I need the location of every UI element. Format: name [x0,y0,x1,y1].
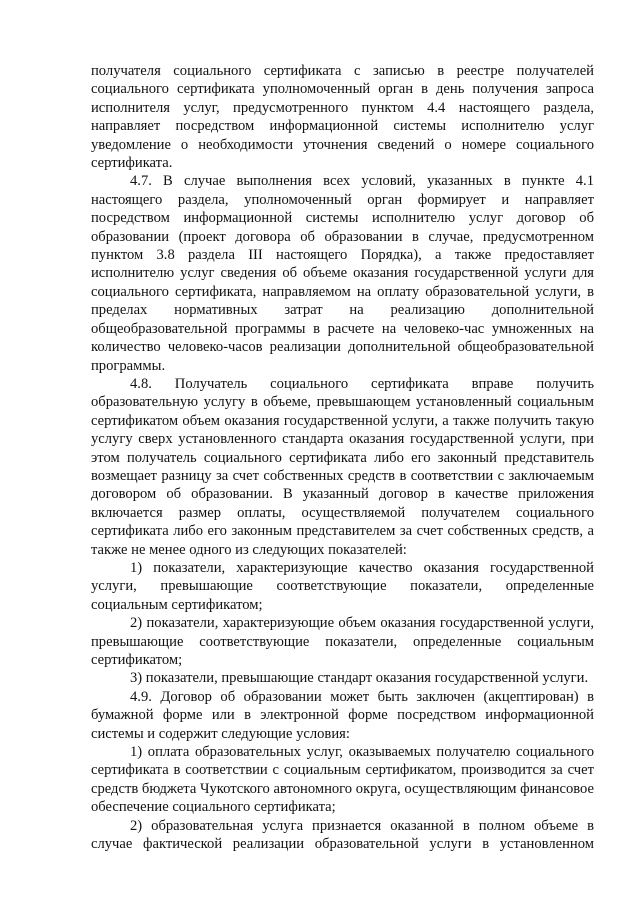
list-item-4-8-3: 3) показатели, превышающие стандарт оказания государственной услуги. [130,670,589,687]
list-item-4-9-1: 1) оплата образовательных услуг, оказываемых получателю социального сертификата в соответствии с социальным сертификатом, производится за счет средств бюджета Чукотского автономного округа, осуществляющим финансовое обеспечение социального сертификата; [91,744,594,816]
list-item-4-9-2: 2) образовательная услуга признается оказанной в полном объеме в случае фактической реализации образовательной услуги в установленном [91,817,594,853]
list-item-4-8-1: 1) показатели, характеризующие качество оказания государственной услуги, превышающие соответствующие показатели, определенные социальным сертификатом; [91,559,594,613]
list-item-4-8-2: 2) показатели, характеризующие объем оказания государственной услуги, превышающие соответствующие показатели, определенные социальным сертификатом; [91,615,594,668]
paragraph-4-9: 4.9. Договор об образовании может быть заключен (акцептирован) в бумажной форме или в электронной форме посредством информационной системы и содержит следующие условия: [91,688,594,742]
paragraph-4-7: 4.7. В случае выполнения всех условий, указанных в пункте 4.1 настоящего раздела, уполномоченный орган формирует и направляет посредством информационной системы исполнителю услуг договор об образовании (проект договора об образовании в случае, предусмотренном пунктом 3.8 раздела III настоящего Порядка), а также предоставляет исполнителю услуг сведения об объеме оказания государственной услуги для социального сертификата, направляемом на оплату образовательной услуги, в пределах нормативных затрат на реализацию дополнительной общеобразовательной программы в расчете на человеко-час умноженных на количество человеко-часов реализации дополнительной общеобразовательной программы. [91,173,594,374]
paragraph-continuation: получателя социального сертификата с записью в реестре получателей социального сертификата уполномоченный орган в день получения запроса исполнителя услуг, предусмотренного пунктом 4.4 настоящего раздела, направляет посредством информационной системы исполнителю услуг уведомление о необходимости уточнения сведений о номере социального сертификата. [91,63,594,172]
paragraph-4-8: 4.8. Получатель социального сертификата вправе получить образовательную услугу в объеме, превышающем установленный социальным сертификатом объем оказания государственной услуги, а также получить такую услугу сверх установленного стандарта оказания государственной услуги, при этом получатель социального сертификата либо его законный представитель возмещает разницу за счет собственных средств в соответствии с заключаемым договором об образовании. В указанный договор в качестве приложения включается размер оплаты, осуществляемой получателем социального сертификата либо его законным представителем за счет собственных средств, а также не менее одного из следующих показателей: [91,375,594,558]
